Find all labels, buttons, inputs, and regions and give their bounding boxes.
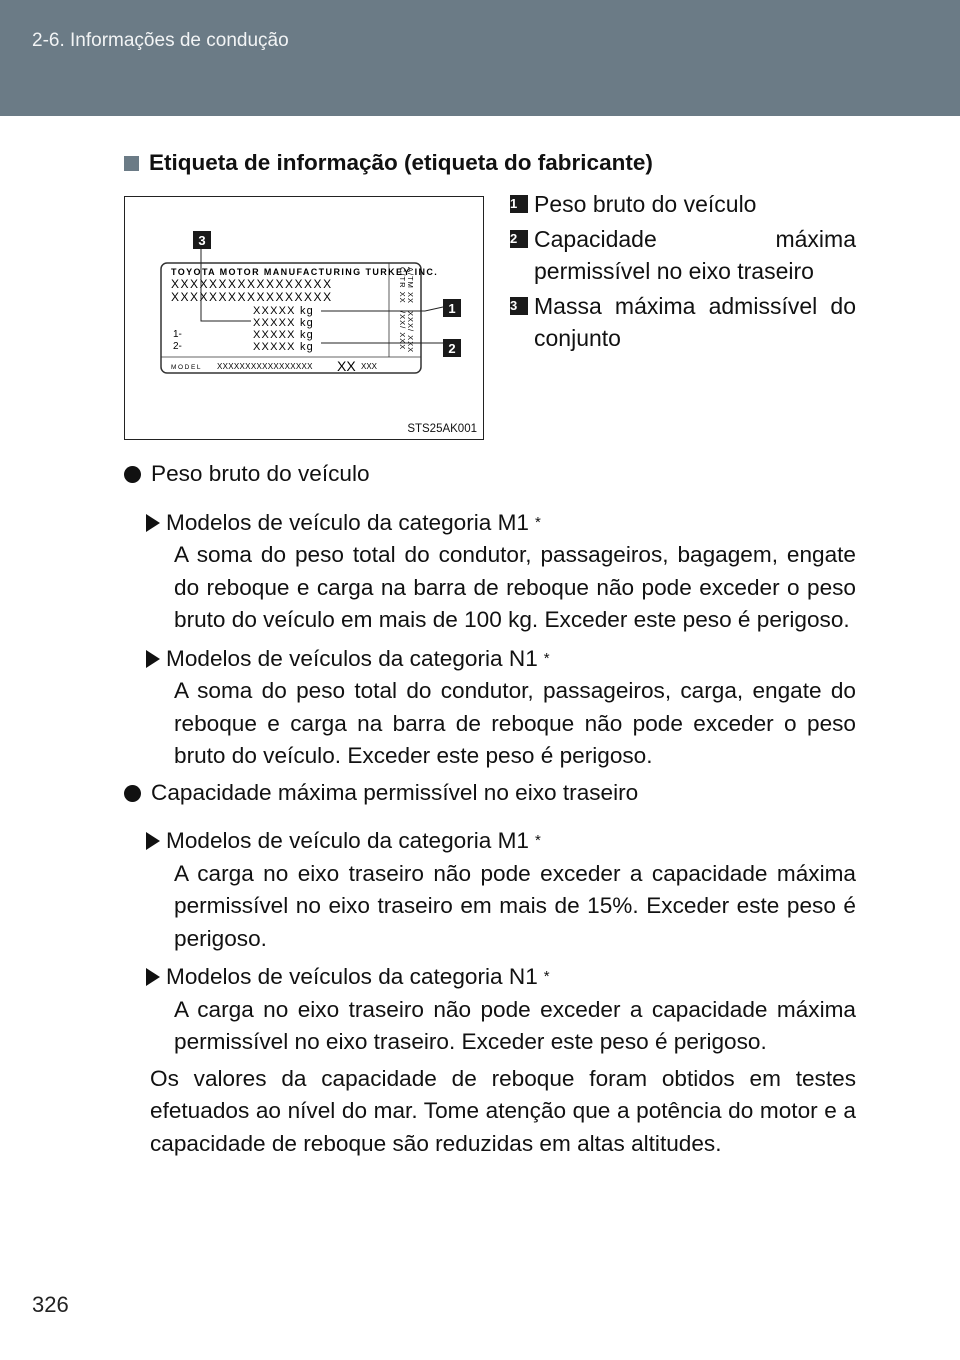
subsection-title-text: Modelos de veículo da categoria M1 [166,828,529,853]
label-kg4: XXXXX kg [253,341,314,353]
callout-1-label: 1 [448,301,456,316]
subsection-title-text: Modelos de veículos da categoria N1 [166,645,538,671]
callout-2-label: 2 [448,341,456,356]
subsection-title-text: Modelos de veículos da categoria N1 [166,964,538,989]
legend-text: Peso bruto do veículo [534,191,757,217]
section-reference: 2-6. Informações de condução [32,30,289,51]
figure-legend [510,188,856,357]
figure-code: STS25AK001 [407,423,477,435]
subsection-title [146,961,856,994]
legend-item [510,290,856,354]
heading-text: Etiqueta de informação (etiqueta do fabricante) [149,150,653,175]
label-side-b: A/TM XX [406,267,415,305]
round-bullet-icon [124,785,141,802]
manufacturer-label-figure [124,196,484,440]
subsection-title [146,507,856,540]
label-row1: 1- [173,329,182,340]
label-model: MODEL [171,364,203,371]
label-line2: XXXXXXXXXXXXXXXXX [171,290,333,304]
legend-number: 3 [510,297,528,315]
label-model-big: XX [337,358,356,374]
section-heading [124,150,653,176]
legend-text: Capacidade máxima permissível no eixo traseiro [534,226,856,284]
label-row2: 2- [173,341,182,352]
label-line1: XXXXXXXXXXXXXXXXX [171,277,333,291]
label-kg1: XXXXX kg [253,305,314,317]
label-side-d: XXX/ XXX [406,311,415,354]
label-model-value: XXXXXXXXXXXXXXXXX [217,362,313,371]
bullet-heading [124,777,856,810]
label-side-c: /XX/ XXX [398,311,407,351]
legend-number: 2 [510,230,528,248]
legend-item [510,188,856,220]
callout-3-label: 3 [198,233,206,248]
triangle-bullet-icon [146,968,160,986]
triangle-bullet-icon [146,832,160,850]
legend-item [510,223,856,287]
triangle-bullet-icon [146,650,160,668]
round-bullet-icon [124,466,141,483]
legend-text: Massa máxima admissível do conjunto [534,293,856,351]
square-bullet-icon [124,156,139,171]
label-kg2: XXXXX kg [253,317,314,329]
label-model-tail: XXX [361,362,378,371]
legend-number: 1 [510,195,528,213]
subsection-title-text: Modelos de veículo da categoria M1 [166,509,529,535]
footnote-marker: * [534,513,541,531]
paragraph: A carga no eixo traseiro não pode exceder a capacidade máxima permissível no eixo traseiro. Exceder este peso é perigoso. [174,996,856,1054]
footnote-marker: * [543,968,550,985]
paragraph: A soma do peso total do condutor, passageiros, bagagem, engate do reboque e carga na barra de reboque não pode exceder o peso bruto do veículo em mais de 100 kg. Exceder este peso é perigoso. [174,542,856,632]
bullet-heading [124,458,856,491]
body-content [124,452,856,1160]
label-kg3: XXXXX kg [253,329,314,341]
page-number: 326 [32,1292,69,1317]
label-side-a: C/TR XX [398,267,407,304]
footnote-marker: * [534,832,541,849]
bullet-text: Capacidade máxima permissível no eixo traseiro [151,779,639,805]
bullet-text: Peso bruto do veículo [151,461,370,486]
label-illustration [125,197,483,439]
paragraph: A carga no eixo traseiro não pode exceder a capacidade máxima permissível no eixo traseiro em mais de 15%. Exceder este peso é perigoso. [174,860,856,951]
label-maker: TOYOTA MOTOR MANUFACTURING TURKEY INC. [171,267,439,277]
header-band [0,0,960,116]
triangle-bullet-icon [146,514,160,532]
subsection-title [146,643,856,676]
paragraph: A soma do peso total do condutor, passageiros, carga, engate do reboque e carga na barra de reboque não pode exceder o peso bruto do veículo. Exceder este peso é perigoso. [174,678,856,768]
closing-paragraph: Os valores da capacidade de reboque foram obtidos em testes efetuados ao nível do mar. Tome atenção que a potência do motor e a capacidade de reboque são reduzidas em altas altitudes. [150,1065,856,1156]
footnote-marker: * [543,649,550,667]
subsection-title [146,825,856,858]
